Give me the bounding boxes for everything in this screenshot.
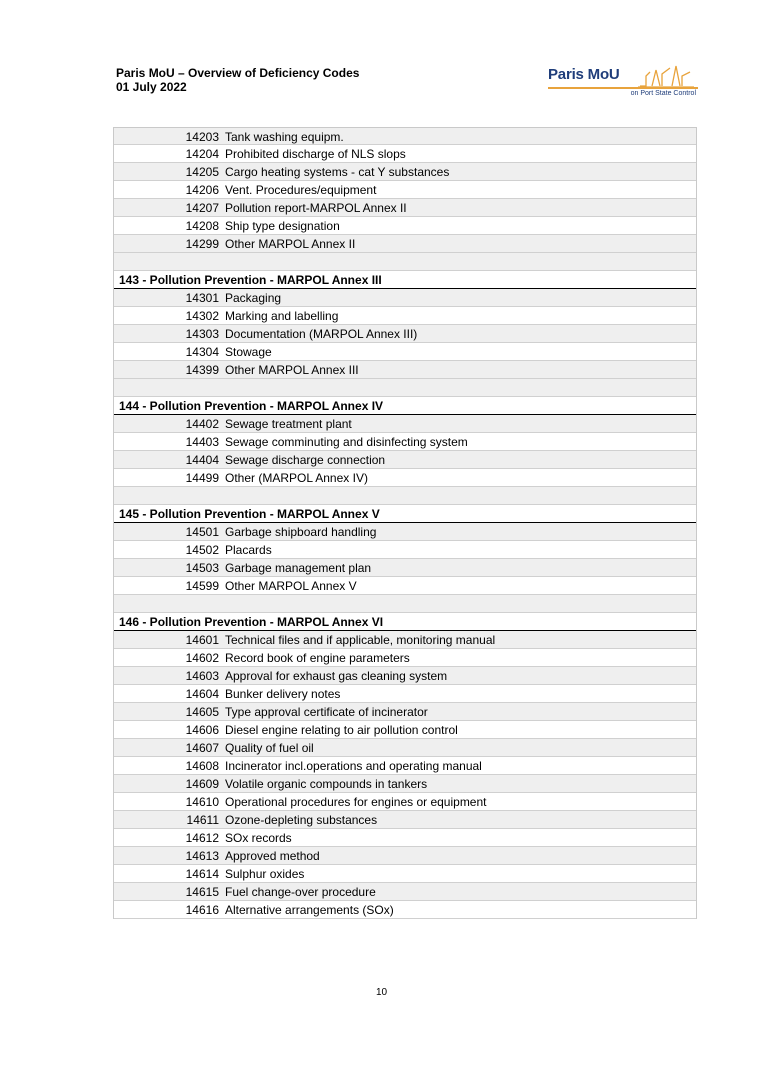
deficiency-description: Other MARPOL Annex III (225, 363, 359, 377)
deficiency-description: Type approval certificate of incinerator (225, 705, 428, 719)
table-row (114, 469, 696, 487)
deficiency-code: 14614 (185, 867, 219, 881)
deficiency-code: 14208 (185, 219, 219, 233)
deficiency-code: 14616 (185, 903, 219, 917)
deficiency-description: Operational procedures for engines or equipment (225, 795, 487, 809)
page-number: 10 (375, 987, 388, 998)
table-row (114, 811, 696, 829)
deficiency-description: Incinerator incl.operations and operating manual (225, 759, 482, 773)
section-header-row (114, 505, 696, 523)
deficiency-code: 14603 (185, 669, 219, 683)
deficiency-code: 14299 (185, 237, 219, 251)
title-line-1: Paris MoU – Overview of Deficiency Codes (116, 66, 360, 80)
spacer-row (114, 487, 696, 505)
deficiency-code: 14499 (185, 471, 219, 485)
table-row (114, 163, 696, 181)
deficiency-description: Placards (225, 543, 272, 557)
section-title: 146 - Pollution Prevention - MARPOL Annex VI (119, 615, 384, 629)
deficiency-code: 14204 (185, 147, 219, 161)
deficiency-description: Bunker delivery notes (225, 687, 341, 701)
table-row (114, 739, 696, 757)
deficiency-description: Packaging (225, 291, 282, 305)
deficiency-code: 14403 (185, 435, 219, 449)
section-header-row (114, 613, 696, 631)
table-row (114, 217, 696, 235)
table-row (114, 199, 696, 217)
spacer-row (114, 379, 696, 397)
table-row (114, 901, 696, 919)
deficiency-code: 14404 (185, 453, 219, 467)
logo-text: Paris MoU (548, 66, 620, 83)
deficiency-description: Pollution report-MARPOL Annex II (225, 201, 407, 215)
deficiency-code: 14304 (185, 345, 219, 359)
section-title: 145 - Pollution Prevention - MARPOL Annex V (119, 507, 380, 521)
table-row (114, 631, 696, 649)
deficiency-description: Garbage management plan (225, 561, 372, 575)
section-header-row (114, 271, 696, 289)
deficiency-description: Stowage (225, 345, 272, 359)
deficiency-code: 14203 (185, 130, 219, 144)
deficiency-code: 14303 (185, 327, 219, 341)
table-row (114, 577, 696, 595)
table-row (114, 685, 696, 703)
section-header-row (114, 397, 696, 415)
deficiency-description: Marking and labelling (225, 309, 339, 323)
deficiency-description: Quality of fuel oil (225, 741, 314, 755)
deficiency-code: 14615 (185, 885, 219, 899)
document-title (116, 66, 359, 94)
deficiency-code: 14205 (185, 165, 219, 179)
logo-underline (548, 87, 698, 89)
table-row (114, 649, 696, 667)
deficiency-description: Diesel engine relating to air pollution control (225, 723, 458, 737)
deficiency-code: 14402 (185, 417, 219, 431)
deficiency-code: 14207 (185, 201, 219, 215)
paris-mou-logo (548, 60, 698, 102)
table-row (114, 181, 696, 199)
table-row (114, 523, 696, 541)
deficiency-description: SOx records (225, 831, 292, 845)
deficiency-description: Other MARPOL Annex V (225, 579, 357, 593)
table-row (114, 325, 696, 343)
deficiency-code: 14604 (185, 687, 219, 701)
table-row (114, 829, 696, 847)
section-title: 144 - Pollution Prevention - MARPOL Annex IV (119, 399, 384, 413)
table-row (114, 865, 696, 883)
table-row (114, 703, 696, 721)
deficiency-description: Tank washing equipm. (225, 130, 344, 144)
deficiency-codes-table (113, 127, 697, 919)
table-row (114, 721, 696, 739)
table-row (114, 415, 696, 433)
deficiency-description: Sewage treatment plant (225, 417, 352, 431)
deficiency-description: Prohibited discharge of NLS slops (225, 147, 406, 161)
deficiency-description: Approved method (225, 849, 320, 863)
table-row (114, 541, 696, 559)
deficiency-code: 14606 (185, 723, 219, 737)
table-row (114, 433, 696, 451)
table-row (114, 145, 696, 163)
deficiency-description: Ship type designation (225, 219, 340, 233)
deficiency-code: 14503 (185, 561, 219, 575)
spacer-row (114, 253, 696, 271)
deficiency-code: 14502 (185, 543, 219, 557)
deficiency-code: 14399 (185, 363, 219, 377)
deficiency-description: Sewage comminuting and disinfecting system (225, 435, 468, 449)
table-row (114, 235, 696, 253)
deficiency-code: 14605 (185, 705, 219, 719)
deficiency-code: 14611 (186, 813, 219, 827)
deficiency-description: Vent. Procedures/equipment (225, 183, 377, 197)
deficiency-code: 14301 (185, 291, 219, 305)
deficiency-code: 14609 (185, 777, 219, 791)
deficiency-code: 14610 (185, 795, 219, 809)
table-row (114, 361, 696, 379)
deficiency-description: Other (MARPOL Annex IV) (225, 471, 368, 485)
title-line-2: 01 July 2022 (116, 80, 187, 94)
section-title: 143 - Pollution Prevention - MARPOL Annex III (119, 273, 382, 287)
deficiency-description: Cargo heating systems - cat Y substances (225, 165, 450, 179)
deficiency-code: 14302 (185, 309, 219, 323)
deficiency-description: Approval for exhaust gas cleaning system (225, 669, 448, 683)
deficiency-description: Volatile organic compounds in tankers (225, 777, 428, 791)
harbor-cranes-icon (636, 62, 696, 88)
deficiency-description: Ozone-depleting substances (225, 813, 378, 827)
table-row (114, 451, 696, 469)
table-row (114, 559, 696, 577)
deficiency-code: 14602 (185, 651, 219, 665)
table-row (114, 343, 696, 361)
deficiency-description: Fuel change-over procedure (225, 885, 376, 899)
deficiency-code: 14501 (185, 525, 219, 539)
spacer-row (114, 595, 696, 613)
deficiency-code: 14612 (185, 831, 219, 845)
table-row (114, 289, 696, 307)
deficiency-description: Sulphur oxides (225, 867, 305, 881)
logo-subtitle: on Port State Control (630, 90, 696, 97)
deficiency-code: 14599 (185, 579, 219, 593)
deficiency-code: 14206 (185, 183, 219, 197)
deficiency-description: Technical files and if applicable, monitoring manual (225, 633, 496, 647)
deficiency-description: Alternative arrangements (SOx) (225, 903, 394, 917)
table-row (114, 793, 696, 811)
deficiency-description: Documentation (MARPOL Annex III) (225, 327, 418, 341)
deficiency-code: 14608 (185, 759, 219, 773)
deficiency-description: Garbage shipboard handling (225, 525, 377, 539)
table-row (114, 757, 696, 775)
table-row (114, 883, 696, 901)
deficiency-code: 14607 (185, 741, 219, 755)
deficiency-description: Other MARPOL Annex II (225, 237, 356, 251)
table-row (114, 847, 696, 865)
deficiency-description: Sewage discharge connection (225, 453, 386, 467)
table-row (114, 775, 696, 793)
deficiency-description: Record book of engine parameters (225, 651, 410, 665)
table-row (114, 307, 696, 325)
table-row (114, 127, 696, 145)
deficiency-code: 14601 (185, 633, 219, 647)
table-row (114, 667, 696, 685)
deficiency-code: 14613 (185, 849, 219, 863)
